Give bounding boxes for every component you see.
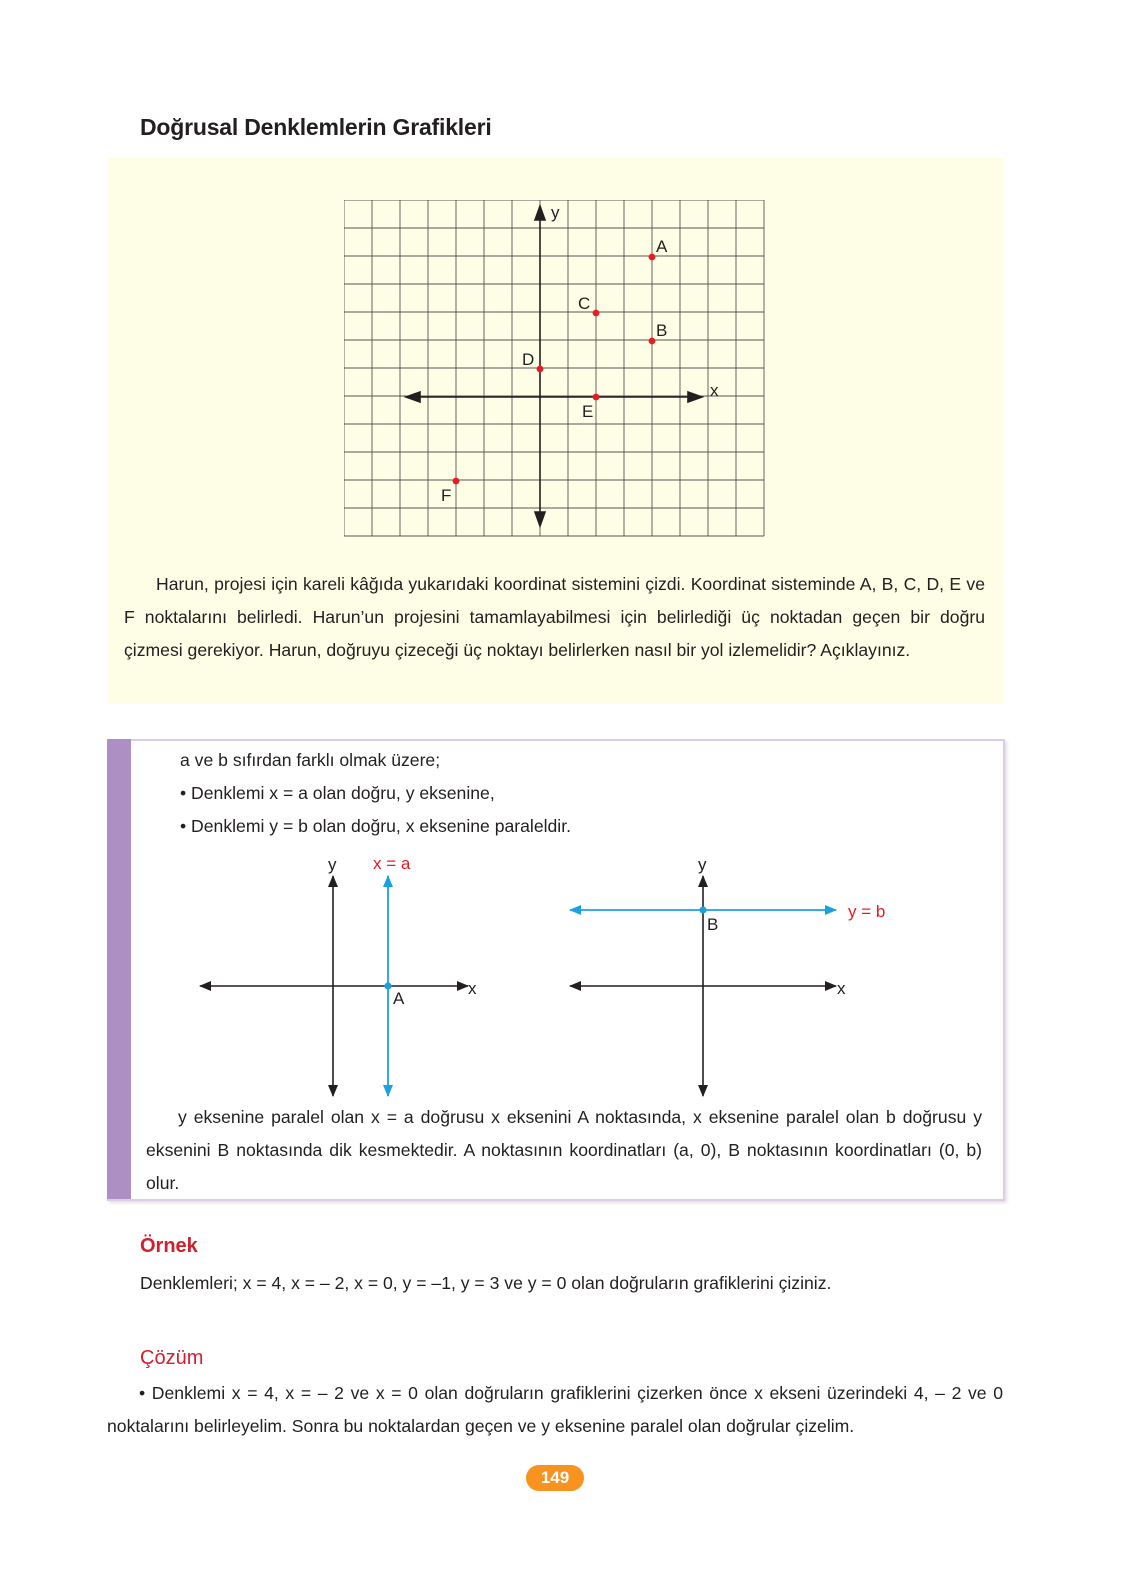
cozum-text: • Denklemi x = 4, x = – 2 ve x = 0 olan doğruların grafiklerini çizerken önce x ekseni üzerindeki 4, – 2 ve 0 noktalarını belirleyelim. Sonra bu noktalardan geçen ve y eksenine paralel olan doğrular çizelim. xyxy=(107,1383,1003,1436)
info-bullet-2: • Denklemi y = b olan doğru, x eksenine paraleldir. xyxy=(180,816,571,836)
page-title: Doğrusal Denklemlerin Grafikleri xyxy=(140,114,492,140)
y-axis-label: y xyxy=(551,203,560,222)
page-number: 149 xyxy=(526,1465,584,1491)
info-intro: a ve b sıfırdan farklı olmak üzere; xyxy=(180,750,441,770)
cozum-heading: Çözüm xyxy=(140,1347,204,1369)
point-label-e: E xyxy=(582,402,594,421)
intro-paragraph: Harun, projesi için kareli kâğıda yukarıdaki koordinat sistemini çizdi. Koordinat sisteminde A, B, C, D, E ve F noktalarını belirledi. Harun’un projesini tamamlayabilmesi için belirlediği üç noktadan geçen bir doğru çizmesi gerekiyor. Harun, doğruyu çizeceği üç noktayı belirlerken nasıl bir yol izlemelidir? Açıklayınız. xyxy=(124,574,985,660)
ornek-text: Denklemleri; x = 4, x = – 2, x = 0, y = –1, y = 3 ve y = 0 olan doğruların grafiklerini çiziniz. xyxy=(140,1273,832,1293)
point-f xyxy=(453,478,460,485)
point-label-d: D xyxy=(522,350,535,369)
point-label-b: B xyxy=(656,321,668,340)
parallel-lines-diagram xyxy=(190,848,910,1100)
point-b xyxy=(699,906,706,913)
left-diagram xyxy=(200,854,477,1096)
right-diagram xyxy=(570,855,885,1096)
info-bullet-1: • Denklemi x = a olan doğru, y eksenine, xyxy=(180,783,495,803)
info-paragraph: y eksenine paralel olan x = a doğrusu x eksenini A noktasında, x eksenine paralel olan b doğrusu y eksenini B noktasında dik kesmektedir. A noktasının koordinatları (a, 0), B noktasının koordinatları (0, b) olur. xyxy=(146,1107,982,1193)
left-y-label: y xyxy=(328,855,337,874)
label-x-equals-a: x = a xyxy=(373,854,411,873)
left-x-label: x xyxy=(468,979,477,998)
x-axis-label: x xyxy=(710,381,719,400)
point-label-f: F xyxy=(441,486,452,505)
info-accent-bar xyxy=(107,739,131,1199)
right-y-label: y xyxy=(698,855,707,874)
label-y-equals-b: y = b xyxy=(848,902,886,921)
point-a xyxy=(649,254,656,261)
point-label-a: A xyxy=(656,237,668,256)
grid-lines xyxy=(344,200,764,536)
point-e xyxy=(593,394,600,401)
grid-points xyxy=(441,237,668,505)
label-point-a: A xyxy=(393,989,405,1008)
point-c xyxy=(593,310,600,317)
ornek-heading: Örnek xyxy=(140,1235,198,1257)
x-axis xyxy=(406,392,702,402)
coordinate-grid xyxy=(344,200,768,540)
right-x-label: x xyxy=(837,979,846,998)
point-b xyxy=(649,338,656,345)
point-d xyxy=(537,366,544,373)
point-a xyxy=(384,982,391,989)
point-label-c: C xyxy=(578,294,591,313)
label-point-b: B xyxy=(707,915,719,934)
